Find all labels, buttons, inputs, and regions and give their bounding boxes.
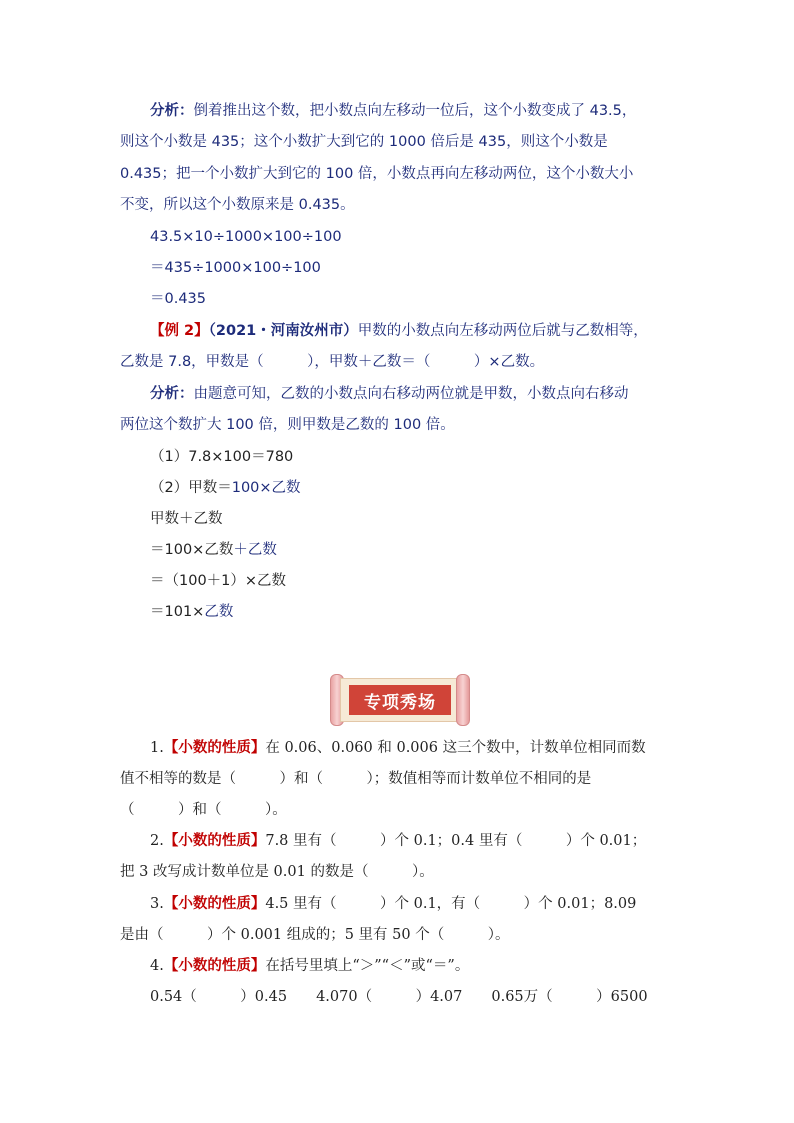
example1-analysis-line-4: 不变，所以这个小数原来是 0.435。 <box>120 197 355 213</box>
exercise-4-line-2: 0.54（ ）0.45 4.070（ ）4.07 0.65万（ ）6500 <box>150 989 648 1005</box>
exercise-3-line-2: 是由（ ）个 0.001 组成的；5 里有 50 个（ ）。 <box>120 927 510 943</box>
example2-step-5: ＝（100＋1）×乙数 <box>150 573 287 589</box>
example-source: （2021・河南汝州市） <box>208 323 358 339</box>
example2-step-2: （2）甲数＝100×乙数 <box>150 480 301 496</box>
example1-calc-line-1: 43.5×10÷1000×100÷100 <box>150 229 342 245</box>
exercise-1-line-2: 值不相等的数是（ ）和（ ）；数值相等而计数单位不相同的是 <box>120 771 592 787</box>
exercise-tag: 【小数的性质】 <box>163 739 266 756</box>
analysis-label: 分析： <box>150 103 194 119</box>
example-tag: 【例 2】 <box>150 323 209 339</box>
example1-analysis-line-3: 0.435；把一个小数扩大到它的 100 倍，小数点再向左移动两位，这个小数大小 <box>120 166 634 182</box>
example1-analysis-line-2: 则这个小数是 435；这个小数扩大到它的 1000 倍后是 435，则这个小数是 <box>120 134 608 150</box>
example2-step-6: ＝101×乙数 <box>150 604 234 620</box>
example2-step-4: ＝100×乙数＋乙数 <box>150 542 277 558</box>
example2-analysis-line-2: 两位这个数扩大 100 倍，则甲数是乙数的 100 倍。 <box>120 417 455 433</box>
example2-analysis-line-1: 分析：由题意可知，乙数的小数点向右移动两位就是甲数，小数点向右移动 <box>150 386 629 402</box>
example1-calc-line-2: ＝435÷1000×100÷100 <box>150 260 321 276</box>
exercise-tag: 【小数的性质】 <box>163 832 266 849</box>
exercise-3-line-1: 3.【小数的性质】4.5 里有（ ）个 0.1，有（ ）个 0.01；8.09 <box>150 895 637 912</box>
exercise-2-line-1: 2.【小数的性质】7.8 里有（ ）个 0.1；0.4 里有（ ）个 0.01； <box>150 832 647 849</box>
example1-analysis-line-1: 分析：倒着推出这个数，把小数点向左移动一位后，这个小数变成了 43.5， <box>150 103 637 119</box>
example2-question-line-1: 【例 2】（2021・河南汝州市）甲数的小数点向左移动两位后就与乙数相等， <box>150 323 648 339</box>
example2-step-1: （1）7.8×100＝780 <box>150 449 294 465</box>
example1-calc-line-3: ＝0.435 <box>150 291 207 307</box>
exercise-2-line-2: 把 3 改写成计数单位是 0.01 的数是（ ）。 <box>120 864 434 880</box>
section-banner <box>330 672 470 726</box>
example2-question-line-2: 乙数是 7.8，甲数是（ ），甲数＋乙数＝（ ）×乙数。 <box>120 354 545 370</box>
scroll-paper <box>340 678 460 722</box>
exercise-4-line-1: 4.【小数的性质】在括号里填上“＞”“＜”或“＝”。 <box>150 957 470 974</box>
exercise-tag: 【小数的性质】 <box>163 957 266 974</box>
exercise-tag: 【小数的性质】 <box>163 895 266 912</box>
analysis-label: 分析： <box>150 386 194 402</box>
exercise-1-line-3: （ ）和（ ）。 <box>120 802 287 818</box>
banner-title: 专项秀场 <box>349 685 451 715</box>
example2-step-3: 甲数＋乙数 <box>150 511 223 527</box>
exercise-1-line-1: 1.【小数的性质】在 0.06、0.060 和 0.006 这三个数中，计数单位相同而数 <box>150 739 646 756</box>
scroll-rod-right <box>456 674 470 726</box>
